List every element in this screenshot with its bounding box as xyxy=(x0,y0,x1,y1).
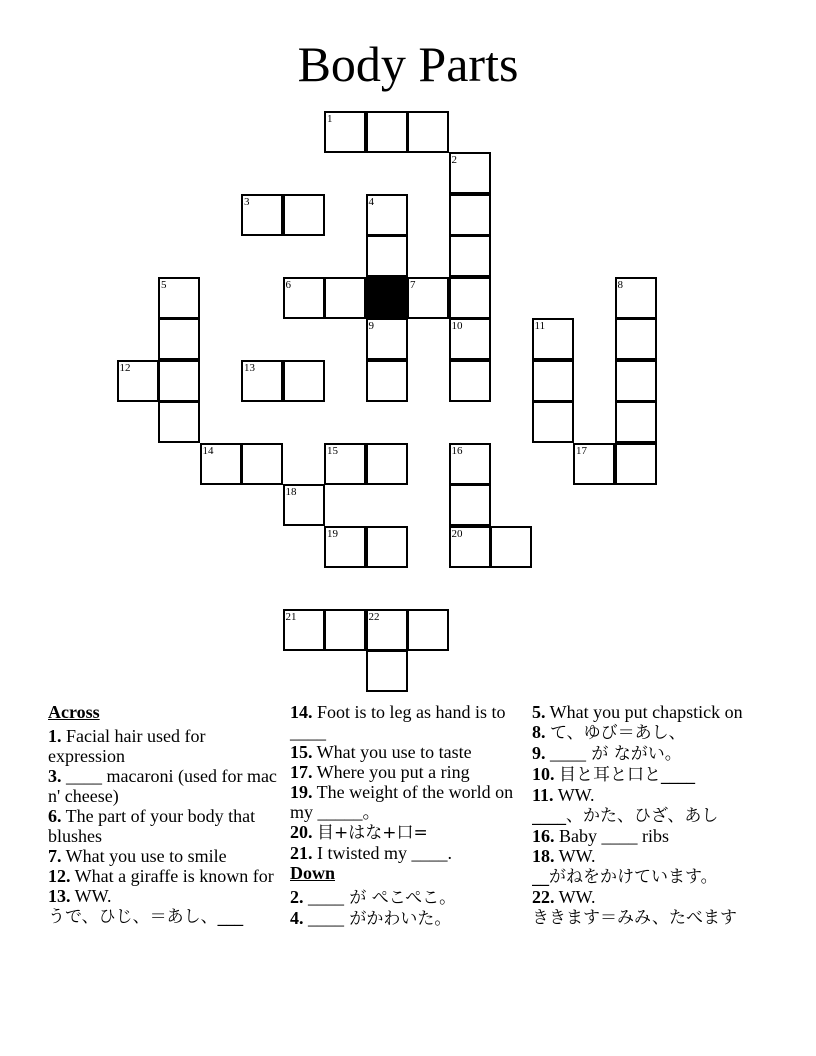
clue-number: 15 xyxy=(327,444,338,457)
clue-item xyxy=(532,887,768,928)
clue-num: 12. xyxy=(48,866,71,886)
clue-number: 17 xyxy=(576,444,587,457)
grid-cell[interactable] xyxy=(158,318,200,360)
clue-number: 9 xyxy=(368,320,374,332)
clue-japanese: ____、かた、ひざ、あし xyxy=(532,806,719,826)
clue-num: 13. xyxy=(48,886,71,906)
clue-text: What you use to smile xyxy=(61,846,227,866)
clue-item xyxy=(290,908,526,929)
clue-item xyxy=(532,702,768,722)
clue-num: 11. xyxy=(532,785,554,805)
clue-text: What you put chapstick on xyxy=(545,702,743,722)
grid-cell[interactable] xyxy=(158,277,200,319)
clue-number: 3 xyxy=(244,195,250,208)
clue-text: Baby ____ ribs xyxy=(554,826,669,846)
clue-text: Facial hair used for expression xyxy=(48,726,206,766)
clue-num: 22. xyxy=(532,887,555,907)
clue-japanese: ききます＝みみ、たべます xyxy=(532,908,738,928)
clue-num: 14. xyxy=(290,702,313,722)
clue-num: 10. xyxy=(532,764,555,784)
clue-item xyxy=(290,702,526,742)
clue-japanese: が ぺこぺこ。 xyxy=(344,888,457,908)
clue-number: 6 xyxy=(285,278,291,291)
grid-cell[interactable] xyxy=(324,526,366,568)
grid-cell[interactable] xyxy=(615,277,657,319)
grid-cell[interactable] xyxy=(615,443,657,485)
clue-text: I twisted my ____. xyxy=(312,843,452,863)
clue-num: 1. xyxy=(48,726,62,746)
grid-cell[interactable] xyxy=(366,318,408,360)
grid-cell[interactable] xyxy=(532,401,574,443)
grid-cell[interactable] xyxy=(366,111,408,153)
grid-cell[interactable] xyxy=(241,360,283,402)
clue-japanese: うで、ひじ、＝あし、___ xyxy=(48,907,244,927)
clue-item xyxy=(48,846,284,866)
grid-cell[interactable] xyxy=(490,526,532,568)
clue-item xyxy=(48,886,284,927)
clue-japanese: て、ゆび＝あし、 xyxy=(550,723,686,743)
grid-cell[interactable] xyxy=(615,318,657,360)
down-clue-list-continued xyxy=(532,702,768,928)
clue-item xyxy=(290,782,526,822)
clue-num: 5. xyxy=(532,702,546,722)
clue-number: 11 xyxy=(534,320,546,332)
puzzle-title: Body Parts xyxy=(297,36,519,92)
clue-num: 20. xyxy=(290,822,313,842)
clue-japanese: が ながい。 xyxy=(586,744,682,764)
clue-number: 1 xyxy=(327,112,333,125)
grid-cell[interactable] xyxy=(449,318,491,360)
clue-number: 19 xyxy=(327,527,338,540)
clue-text: What you use to taste xyxy=(312,742,472,762)
grid-cell[interactable] xyxy=(366,443,408,485)
clue-column-3 xyxy=(532,702,768,928)
clue-number: 14 xyxy=(202,444,214,457)
clue-item xyxy=(290,843,526,863)
clue-num: 9. xyxy=(532,743,546,763)
grid-cell[interactable] xyxy=(200,443,242,485)
clue-number: 16 xyxy=(451,444,463,457)
clue-number: 18 xyxy=(285,486,297,498)
grid-cell[interactable] xyxy=(407,277,449,319)
grid-cell[interactable] xyxy=(449,277,491,319)
clue-num: 4. xyxy=(290,908,304,928)
clue-text: WW. xyxy=(554,887,596,907)
clue-column-2 xyxy=(290,702,526,929)
clue-number: 7 xyxy=(410,278,416,291)
clue-text: Where you put a ring xyxy=(312,762,470,782)
clue-num: 3. xyxy=(48,766,62,786)
clue-number: 13 xyxy=(244,361,255,374)
clue-text: Foot is to leg as hand is to ____ xyxy=(290,702,506,742)
grid-cell[interactable] xyxy=(117,360,159,402)
clue-number: 12 xyxy=(119,361,131,374)
grid-cell[interactable] xyxy=(407,609,449,651)
grid-cell[interactable] xyxy=(158,360,200,402)
clue-item xyxy=(532,743,768,764)
grid-cell[interactable] xyxy=(366,526,408,568)
clue-number: 4 xyxy=(368,195,374,208)
grid-cell[interactable] xyxy=(324,277,366,319)
clue-japanese: __がねをかけています。 xyxy=(532,867,718,887)
black-cell xyxy=(366,277,408,319)
grid-cell[interactable] xyxy=(532,318,574,360)
grid-cell[interactable] xyxy=(449,152,491,194)
grid-cell[interactable] xyxy=(324,111,366,153)
across-heading: Across xyxy=(48,702,100,722)
grid-cell[interactable] xyxy=(283,277,325,319)
clue-item xyxy=(532,846,768,887)
grid-cell[interactable] xyxy=(366,650,408,692)
grid-cell[interactable] xyxy=(615,401,657,443)
clue-item xyxy=(532,826,768,846)
grid-cell[interactable] xyxy=(241,194,283,236)
clue-item xyxy=(290,887,526,908)
clue-num: 15. xyxy=(290,742,313,762)
clue-item xyxy=(290,742,526,762)
clue-num: 17. xyxy=(290,762,313,782)
clue-item xyxy=(290,762,526,782)
clue-text: WW. xyxy=(553,785,595,805)
grid-cell[interactable] xyxy=(366,360,408,402)
grid-cell[interactable] xyxy=(449,360,491,402)
clue-item xyxy=(48,806,284,846)
grid-cell[interactable] xyxy=(449,526,491,568)
grid-cell[interactable] xyxy=(283,194,325,236)
grid-cell[interactable] xyxy=(324,443,366,485)
clue-num: 7. xyxy=(48,846,62,866)
clue-num: 21. xyxy=(290,843,313,863)
grid-cell[interactable] xyxy=(366,235,408,277)
clue-text: The weight of the world on my _____。 xyxy=(290,782,514,822)
grid-cell[interactable] xyxy=(324,609,366,651)
clue-number: 5 xyxy=(161,278,167,291)
grid-cell[interactable] xyxy=(449,235,491,277)
clue-text: ____ xyxy=(303,908,344,928)
clue-japanese: 目と耳と口と____ xyxy=(559,765,695,785)
clue-num: 19. xyxy=(290,782,313,802)
clue-japanese: がかわいた。 xyxy=(344,909,452,929)
grid-cell[interactable] xyxy=(449,484,491,526)
grid-cell[interactable] xyxy=(407,111,449,153)
clue-column-1 xyxy=(48,702,284,927)
grid-cell[interactable] xyxy=(615,360,657,402)
clue-number: 2 xyxy=(451,154,457,166)
clue-japanese: 目+はな+口= xyxy=(317,823,428,843)
clue-number: 8 xyxy=(617,278,623,291)
clue-item xyxy=(48,866,284,886)
clue-text: WW. xyxy=(70,886,112,906)
grid-cell[interactable] xyxy=(366,609,408,651)
grid-cell[interactable] xyxy=(241,443,283,485)
grid-cell[interactable] xyxy=(573,443,615,485)
grid-cell[interactable] xyxy=(449,443,491,485)
clue-text: What a giraffe is known for xyxy=(70,866,274,886)
down-heading: Down xyxy=(290,863,336,883)
clue-num: 8. xyxy=(532,722,546,742)
grid-cell[interactable] xyxy=(532,360,574,402)
down-clue-list xyxy=(290,887,526,929)
clue-num: 6. xyxy=(48,806,62,826)
clue-item xyxy=(48,726,284,766)
clue-item xyxy=(532,722,768,743)
clue-num: 18. xyxy=(532,846,555,866)
grid-cell[interactable] xyxy=(283,484,325,526)
clue-text: The part of your body that blushes xyxy=(48,806,256,846)
clue-num: 2. xyxy=(290,887,304,907)
clue-text: WW. xyxy=(554,846,596,866)
clue-item xyxy=(532,764,768,785)
grid-cell[interactable] xyxy=(366,194,408,236)
clue-text: ____ xyxy=(303,887,344,907)
clue-text: ____ xyxy=(545,743,586,763)
clue-number: 20 xyxy=(451,527,463,540)
grid-cell[interactable] xyxy=(283,360,325,402)
clue-number: 10 xyxy=(451,320,463,332)
grid-cell[interactable] xyxy=(158,401,200,443)
clue-item xyxy=(290,822,526,843)
clue-item xyxy=(48,766,284,806)
across-clue-list-continued xyxy=(290,702,526,863)
grid-cell[interactable] xyxy=(449,194,491,236)
clue-number: 21 xyxy=(285,610,297,623)
clue-item xyxy=(532,785,768,826)
clue-text: ____ macaroni (used for mac n' cheese) xyxy=(48,766,277,806)
clue-number: 22 xyxy=(368,610,380,623)
clue-num: 16. xyxy=(532,826,555,846)
grid-cell[interactable] xyxy=(283,609,325,651)
across-clue-list xyxy=(48,726,284,927)
